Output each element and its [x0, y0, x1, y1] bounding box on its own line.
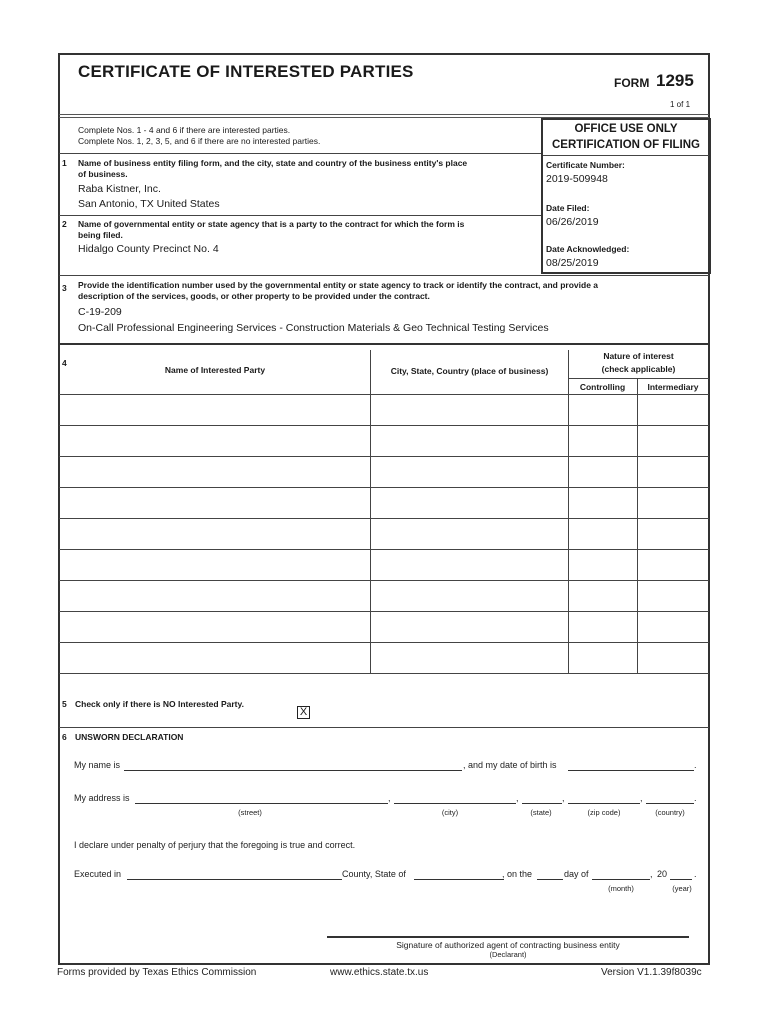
instruction-line-1: Complete Nos. 1 - 4 and 6 if there are interested parties. — [78, 125, 291, 135]
section-2-label-line-2: being filed. — [78, 230, 123, 240]
month-field[interactable] — [592, 879, 650, 880]
executed-line-period: . — [694, 869, 697, 879]
month-caption: (month) — [608, 884, 634, 893]
date-filed-label: Date Filed: — [546, 203, 590, 213]
column-header-nature: Nature of interest — [603, 351, 674, 361]
section-4-number: 4 — [62, 358, 67, 368]
section-3-number: 3 — [62, 283, 67, 293]
perjury-declaration: I declare under penalty of perjury that the foregoing is true and correct. — [74, 840, 356, 850]
county-state-label: County, State of — [342, 869, 406, 879]
address-comma-1: , — [388, 793, 391, 803]
table-divider-nature — [568, 350, 569, 673]
page-count: 1 of 1 — [670, 100, 691, 109]
zip-code-field[interactable] — [568, 803, 640, 804]
section-3-label-line-2: description of the services, goods, or other property to be provided under the contract. — [78, 291, 430, 301]
table-row — [59, 611, 709, 612]
contract-id: C-19-209 — [78, 306, 122, 318]
nature-header-divider — [568, 378, 709, 379]
section-5-divider — [59, 727, 709, 728]
name-field[interactable] — [124, 770, 462, 771]
footer-website[interactable]: www.ethics.state.tx.us — [330, 967, 429, 978]
my-name-label: My name is — [74, 760, 121, 770]
footer-provider: Forms provided by Texas Ethics Commission — [57, 967, 257, 978]
column-header-intermediary: Intermediary — [647, 382, 699, 392]
date-acknowledged-label: Date Acknowledged: — [546, 244, 630, 254]
address-comma-4: , — [640, 793, 643, 803]
business-entity-location: San Antonio, TX United States — [78, 198, 220, 210]
unsworn-declaration-title: UNSWORN DECLARATION — [75, 732, 184, 742]
column-header-name: Name of Interested Party — [164, 365, 266, 375]
state-field[interactable] — [522, 803, 562, 804]
zip-code-caption: (zip code) — [587, 808, 621, 817]
signature-line[interactable] — [327, 936, 689, 938]
section-1-label-line-1: Name of business entity filing form, and the city, state and country of the business entity's place — [78, 158, 468, 168]
instructions-divider — [59, 153, 541, 154]
section-5-number: 5 — [62, 699, 67, 709]
table-row — [59, 549, 709, 550]
column-header-city: City, State, Country (place of business) — [390, 366, 549, 376]
table-row — [59, 456, 709, 457]
header-divider — [59, 114, 709, 115]
column-header-check-applicable: (check applicable) — [601, 364, 676, 374]
office-use-box — [541, 118, 711, 274]
date-of-birth-label: , and my date of birth is — [463, 760, 557, 770]
section-2-label-line-1: Name of governmental entity or state agency that is a party to the contract for which the form is — [78, 219, 465, 229]
table-divider-city — [370, 350, 371, 673]
address-line-period: . — [694, 793, 697, 803]
no-interested-party-checkbox[interactable]: X — [297, 706, 310, 719]
column-header-controlling: Controlling — [579, 382, 626, 392]
table-divider-intermediary — [637, 378, 638, 673]
city-caption: (city) — [441, 808, 459, 817]
on-the-label: , on the — [502, 869, 533, 879]
signature-caption: Signature of authorized agent of contracting business entity — [396, 940, 620, 950]
section-3-label-line-1: Provide the identification number used by the governmental entity or state agency to track or identify the contract, and provide a — [78, 280, 599, 290]
date-filed-value: 06/26/2019 — [546, 216, 599, 228]
section-3-divider — [59, 343, 709, 345]
table-row — [59, 642, 709, 643]
section-1-label-line-2: of business. — [78, 169, 128, 179]
section-2-number: 2 — [62, 219, 67, 229]
street-field[interactable] — [135, 803, 388, 804]
form-label: FORM — [614, 76, 650, 90]
table-row — [59, 518, 709, 519]
contract-description: On-Call Professional Engineering Services - Construction Materials & Geo Technical Testing Services — [78, 322, 549, 334]
day-of-label: day of — [564, 869, 589, 879]
table-row — [59, 580, 709, 581]
governmental-entity-name: Hidalgo County Precinct No. 4 — [78, 243, 219, 255]
form-title: CERTIFICATE OF INTERESTED PARTIES — [78, 62, 414, 81]
table-row — [59, 487, 709, 488]
year-caption: (year) — [672, 884, 692, 893]
street-caption: (street) — [238, 808, 262, 817]
footer-version: Version V1.1.39f8039c — [601, 967, 702, 978]
year-prefix: 20 — [657, 869, 668, 879]
country-field[interactable] — [646, 803, 694, 804]
section-6-number: 6 — [62, 732, 67, 742]
date-acknowledged-value: 08/25/2019 — [546, 257, 599, 269]
form-number: 1295 — [656, 71, 694, 90]
year-field[interactable] — [670, 879, 692, 880]
certificate-number-value: 2019-509948 — [546, 173, 608, 185]
table-row — [59, 394, 709, 395]
section-2-divider — [59, 275, 709, 276]
table-row — [59, 673, 709, 674]
no-interested-party-label: Check only if there is NO Interested Party. — [75, 699, 244, 709]
country-caption: (country) — [655, 808, 685, 817]
address-comma-3: , — [562, 793, 565, 803]
state-caption: (state) — [530, 808, 552, 817]
county-field[interactable] — [127, 879, 342, 880]
declarant-caption: (Declarant) — [489, 950, 527, 959]
business-entity-name: Raba Kistner, Inc. — [78, 183, 161, 195]
certificate-number-label: Certificate Number: — [546, 160, 625, 170]
office-use-title: OFFICE USE ONLY — [574, 123, 678, 135]
name-line-period: . — [694, 760, 697, 770]
day-field[interactable] — [537, 879, 563, 880]
my-address-label: My address is — [74, 793, 130, 803]
office-divider — [543, 155, 709, 156]
executed-in-label: Executed in — [74, 869, 122, 879]
city-field[interactable] — [394, 803, 516, 804]
date-comma: , — [650, 869, 653, 879]
table-row — [59, 425, 709, 426]
state-of-field[interactable] — [414, 879, 504, 880]
section-1-number: 1 — [62, 158, 67, 168]
instruction-line-2: Complete Nos. 1, 2, 3, 5, and 6 if there are no interested parties. — [78, 136, 321, 146]
section-1-divider — [59, 215, 541, 216]
date-of-birth-field[interactable] — [568, 770, 694, 771]
certification-title: CERTIFICATION OF FILING — [552, 139, 700, 151]
address-comma-2: , — [516, 793, 519, 803]
